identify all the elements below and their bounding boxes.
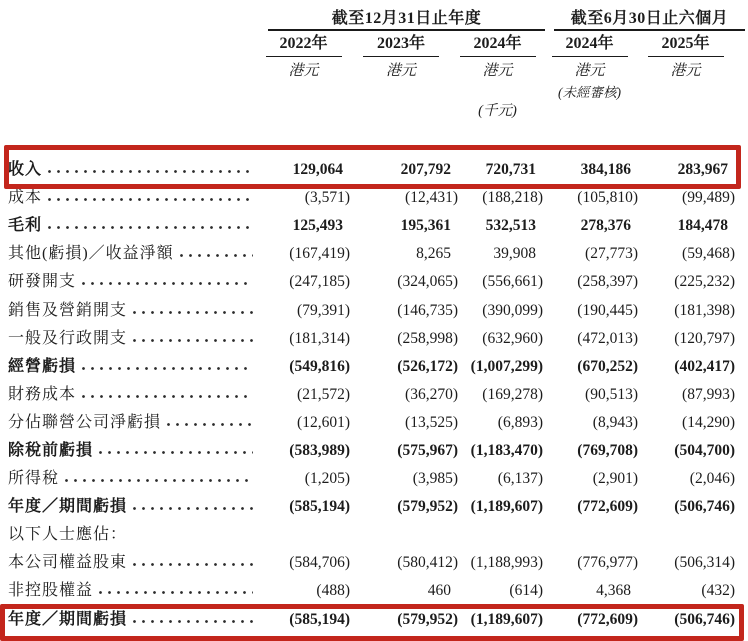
cell-2024: (632,960) — [482, 329, 543, 347]
row-label-cell — [8, 465, 256, 493]
year-label: 2022年 — [279, 35, 328, 52]
cell-2025-interim: (87,993) — [682, 385, 735, 403]
row-label: 年度／期間虧損 — [8, 610, 128, 628]
cell-2024: (556,661) — [482, 273, 543, 291]
table-row — [8, 184, 735, 212]
cell-2023: (3,985) — [412, 470, 458, 488]
cell-2023: 8,265 — [416, 245, 451, 263]
table-row — [8, 409, 735, 437]
year-underline — [460, 56, 536, 57]
table-row — [8, 325, 735, 353]
row-label-cell — [8, 240, 256, 268]
year-label: 2025年 — [661, 35, 710, 52]
column-group-interim-title: 截至6月30日止六個月 — [570, 10, 729, 27]
cell-2025-interim: 184,478 — [677, 217, 728, 235]
row-label: 除稅前虧損 — [8, 441, 94, 459]
table-row — [8, 549, 735, 577]
cell-2024: (1,007,299) — [470, 357, 543, 375]
row-label-cell — [8, 212, 256, 240]
row-label: 所得稅 — [8, 470, 60, 488]
table-row — [8, 240, 735, 268]
cell-2023: (13,525) — [405, 413, 458, 431]
cell-2022: (167,419) — [289, 245, 350, 263]
column-header-2023 — [347, 34, 455, 119]
table-row — [8, 606, 735, 634]
dotted-leader — [179, 253, 253, 258]
column-group-interim — [536, 0, 728, 152]
year-label: 2024年 — [565, 35, 614, 52]
row-label: 研發開支 — [8, 273, 77, 291]
column-group-interim-rule — [554, 29, 745, 31]
cell-2022: (247,185) — [289, 273, 350, 291]
cell-2024: 720,731 — [485, 161, 536, 179]
cell-2025-interim: (506,746) — [674, 610, 735, 628]
column-header-2024 — [455, 34, 540, 119]
cell-2024-interim: (27,773) — [585, 245, 638, 263]
dotted-leader — [47, 169, 253, 174]
cell-2025-interim: 283,967 — [677, 161, 728, 179]
row-label-cell — [8, 381, 256, 409]
row-label-cell — [8, 437, 256, 465]
row-label-cell — [8, 353, 256, 381]
label-column-spacer — [8, 0, 256, 152]
table-row — [8, 437, 735, 465]
currency-label: 港元 — [574, 63, 605, 79]
table-row — [8, 493, 735, 521]
cell-2023: 207,792 — [400, 161, 451, 179]
row-label-cell — [8, 184, 256, 212]
column-group-annual-title: 截至12月31日止年度 — [331, 10, 482, 27]
cell-2022: (585,194) — [289, 610, 350, 628]
row-label: 收入 — [8, 161, 43, 179]
column-header-2025-interim — [637, 34, 734, 100]
cell-2025-interim: (432) — [701, 582, 735, 600]
cell-2025-interim: (181,398) — [674, 301, 735, 319]
cell-2023: (526,172) — [397, 357, 458, 375]
dotted-leader — [166, 422, 253, 427]
row-label: 經營虧損 — [8, 357, 77, 375]
cell-2025-interim: (506,746) — [674, 498, 735, 516]
cell-2024-interim: (769,708) — [577, 441, 638, 459]
dotted-leader — [47, 197, 253, 202]
cell-2023: (575,967) — [397, 441, 458, 459]
row-label-cell — [8, 409, 256, 437]
dotted-leader — [81, 281, 253, 286]
table-row — [8, 577, 735, 605]
row-label-cell — [8, 577, 256, 605]
year-underline — [363, 56, 439, 57]
cell-2023: (579,952) — [397, 498, 458, 516]
year-underline — [552, 56, 628, 57]
cell-2022: (488) — [316, 582, 350, 600]
cell-2022: (3,571) — [304, 189, 350, 207]
cell-2023: (258,998) — [397, 329, 458, 347]
table-row — [8, 353, 735, 381]
cell-2024: (169,278) — [482, 385, 543, 403]
cell-2023: 195,361 — [400, 217, 451, 235]
row-label: 其他(虧損)／收益淨額 — [8, 245, 174, 263]
year-underline — [266, 56, 342, 57]
dotted-leader — [64, 478, 253, 483]
cell-2024: (1,189,607) — [470, 498, 543, 516]
cell-2023: (580,412) — [397, 554, 458, 572]
table-row — [8, 212, 728, 240]
cell-2024-interim: (670,252) — [577, 357, 638, 375]
cell-2024-interim: (2,901) — [592, 470, 638, 488]
cell-2025-interim: (506,314) — [674, 554, 735, 572]
currency-label: 港元 — [385, 63, 416, 79]
cell-2022: (1,205) — [304, 470, 350, 488]
cell-2023: (12,431) — [405, 189, 458, 207]
dotted-leader — [47, 225, 253, 230]
table-row — [8, 268, 735, 296]
row-label: 毛利 — [8, 217, 43, 235]
cell-2025-interim: (14,290) — [682, 413, 735, 431]
row-label: 一般及行政開支 — [8, 329, 128, 347]
row-label-cell — [8, 156, 256, 184]
cell-2024: (614) — [509, 582, 543, 600]
cell-2024-interim: (105,810) — [577, 189, 638, 207]
cell-2023: (324,065) — [397, 273, 458, 291]
cell-2022: 129,064 — [292, 161, 343, 179]
cell-2022: (583,989) — [289, 441, 350, 459]
row-label-cell — [8, 297, 256, 325]
cell-2024-interim: 4,368 — [596, 582, 631, 600]
cell-2024: (1,183,470) — [470, 441, 543, 459]
cell-2024: (1,188,993) — [470, 554, 543, 572]
year-label: 2023年 — [376, 35, 425, 52]
column-group-annual — [256, 0, 536, 152]
cell-2024-interim: 384,186 — [580, 161, 631, 179]
cell-2024-interim: (90,513) — [585, 385, 638, 403]
dotted-leader — [132, 338, 253, 343]
cell-2025-interim: (99,489) — [682, 189, 735, 207]
cell-2025-interim: (402,417) — [674, 357, 735, 375]
table-body — [8, 156, 735, 634]
cell-2025-interim: (120,797) — [674, 329, 735, 347]
year-label: 2024年 — [473, 35, 522, 52]
currency-label: 港元 — [288, 63, 319, 79]
cell-2025-interim: (225,232) — [674, 273, 735, 291]
dotted-leader — [98, 450, 253, 455]
row-label: 年度／期間虧損 — [8, 498, 128, 516]
cell-2025-interim: (2,046) — [689, 470, 735, 488]
cell-2024: 532,513 — [485, 217, 536, 235]
column-header-2024-interim — [542, 34, 637, 100]
table-row — [8, 465, 735, 493]
row-label-cell — [8, 325, 256, 353]
row-label-cell — [8, 268, 256, 296]
cell-2025-interim: (59,468) — [682, 245, 735, 263]
cell-2024-interim: (772,609) — [577, 498, 638, 516]
dotted-leader — [81, 366, 253, 371]
cell-2024: (390,099) — [482, 301, 543, 319]
dotted-leader — [81, 394, 253, 399]
row-label: 成本 — [8, 189, 43, 207]
cell-2024-interim: (772,609) — [577, 610, 638, 628]
table-row — [8, 381, 735, 409]
cell-2022: (79,391) — [297, 301, 350, 319]
dotted-leader — [98, 590, 253, 595]
cell-2023: (146,735) — [397, 301, 458, 319]
cell-2024-interim: (472,013) — [577, 329, 638, 347]
row-label: 分佔聯營公司淨虧損 — [8, 413, 162, 431]
unaudited-note: (未經審核) — [558, 85, 621, 100]
table-row — [8, 296, 735, 324]
row-label-cell — [8, 549, 256, 577]
row-label: 本公司權益股東 — [8, 554, 128, 572]
row-label: 非控股權益 — [8, 582, 94, 600]
dotted-leader — [132, 310, 253, 315]
cell-2024-interim: (776,977) — [577, 554, 638, 572]
year-underline — [648, 56, 724, 57]
table-header — [8, 0, 728, 152]
cell-2023: (579,952) — [397, 610, 458, 628]
row-label-cell — [8, 493, 256, 521]
cell-2022: (585,194) — [289, 498, 350, 516]
dotted-leader — [132, 506, 253, 511]
cell-2024: (6,137) — [497, 470, 543, 488]
table-row — [8, 521, 728, 549]
cell-2022: (21,572) — [297, 385, 350, 403]
row-label: 銷售及營銷開支 — [8, 301, 128, 319]
cell-2022: (181,314) — [289, 329, 350, 347]
cell-2024-interim: (190,445) — [577, 301, 638, 319]
cell-2023: 460 — [427, 582, 451, 600]
currency-label: 港元 — [670, 63, 701, 79]
cell-2024-interim: (8,943) — [592, 413, 638, 431]
cell-2024: (1,189,607) — [470, 610, 543, 628]
cell-2022: 125,493 — [292, 217, 343, 235]
cell-2022: (12,601) — [297, 413, 350, 431]
currency-label: 港元 — [482, 63, 513, 79]
thousands-note: (千元) — [478, 103, 517, 119]
row-label: 財務成本 — [8, 385, 77, 403]
cell-2024: 39,908 — [493, 245, 536, 263]
row-label-cell — [8, 521, 256, 549]
cell-2022: (584,706) — [289, 554, 350, 572]
cell-2023: (36,270) — [405, 385, 458, 403]
row-label: 以下人士應佔： — [8, 526, 128, 544]
row-label-cell — [8, 606, 256, 634]
cell-2024-interim: (258,397) — [577, 273, 638, 291]
column-group-annual-rule — [268, 29, 545, 31]
column-header-2022 — [260, 34, 347, 119]
cell-2024-interim: 278,376 — [580, 217, 631, 235]
table-row — [8, 156, 728, 184]
dotted-leader — [132, 619, 253, 624]
cell-2025-interim: (504,700) — [674, 441, 735, 459]
cell-2024: (6,893) — [497, 413, 543, 431]
dotted-leader — [132, 562, 253, 567]
cell-2024: (188,218) — [482, 189, 543, 207]
cell-2022: (549,816) — [289, 357, 350, 375]
